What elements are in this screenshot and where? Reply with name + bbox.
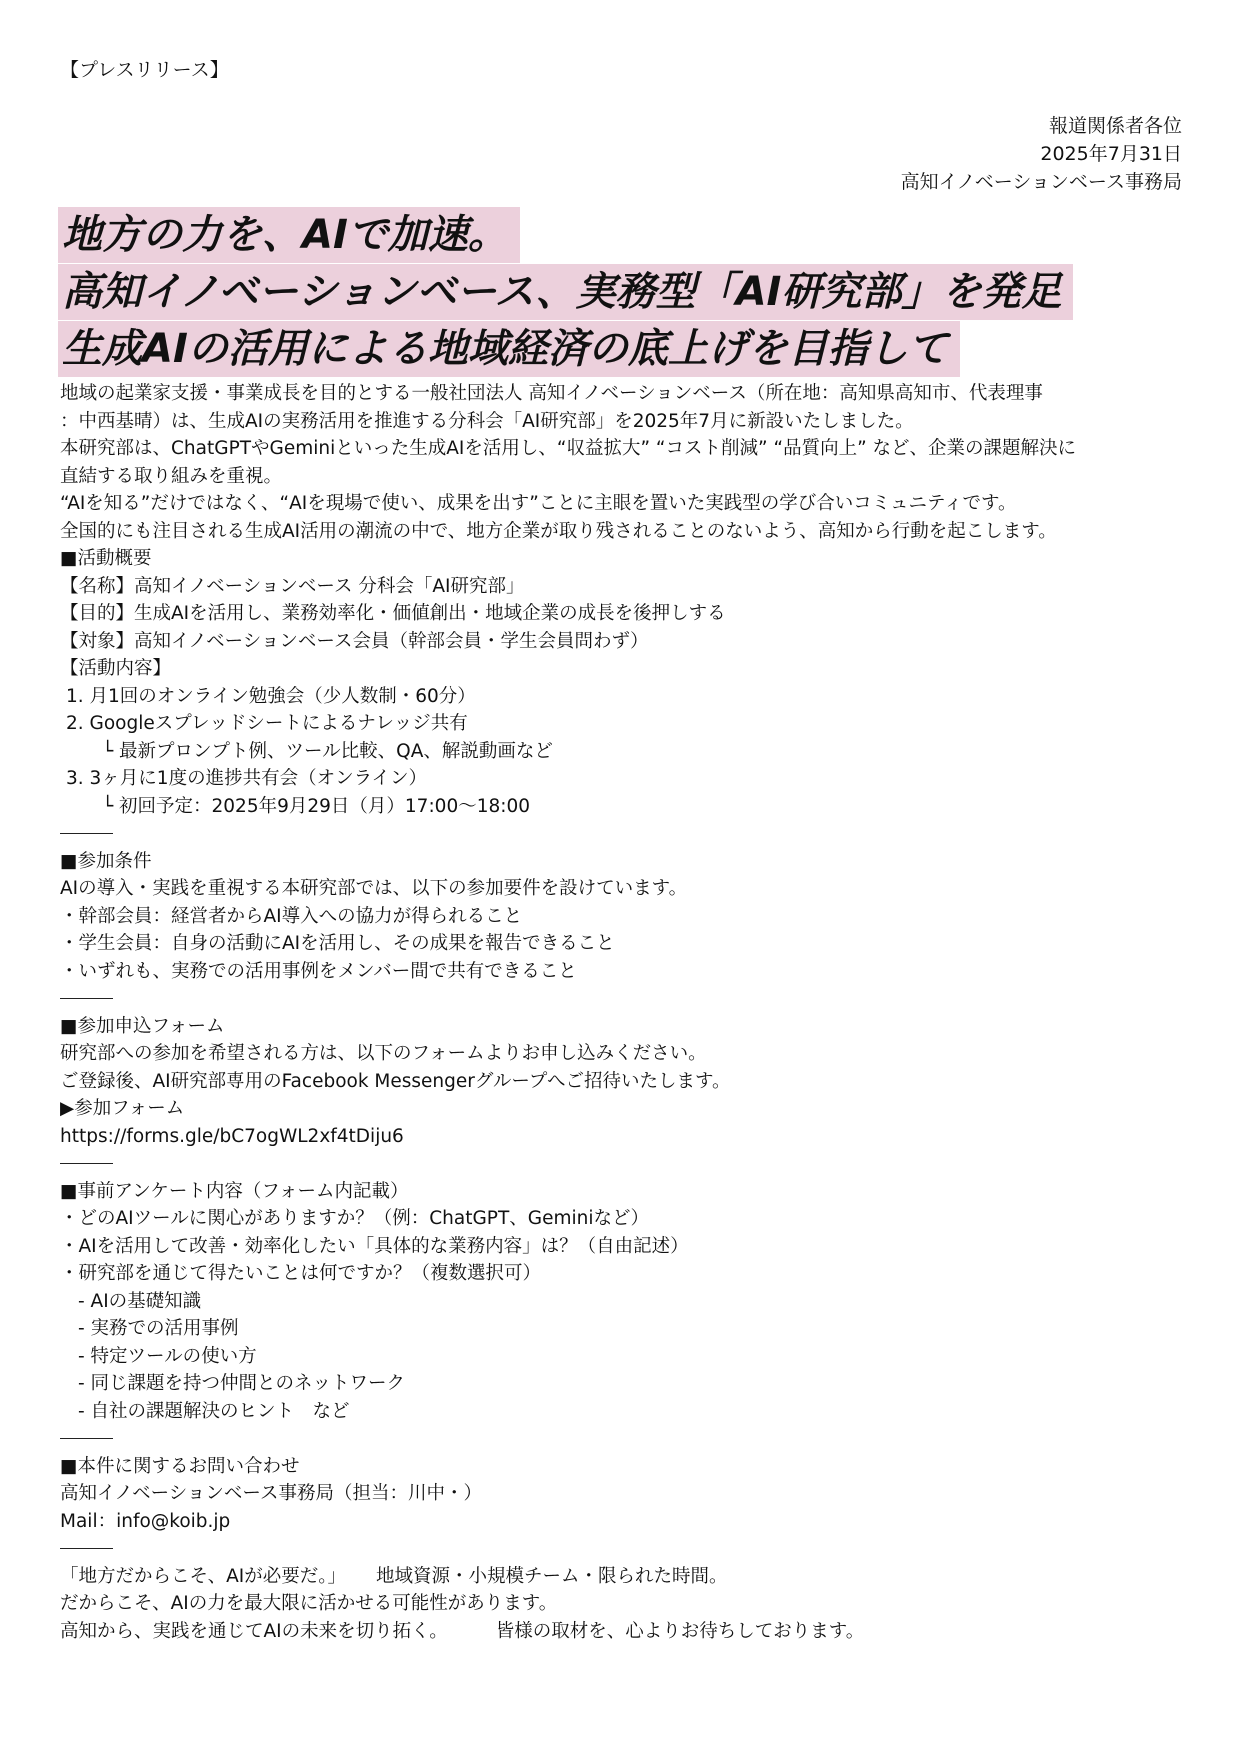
intro-line: 全国的にも注目される生成AI活用の潮流の中で、地方企業が取り残されることのないよう、高知から行動を起こします。 xyxy=(60,520,1057,542)
activity-item: 3. 3ヶ月に1度の進捗共有会（オンライン） xyxy=(66,768,428,789)
form-text: 研究部への参加を希望される方は、以下のフォームよりお申し込みください。 xyxy=(60,1043,707,1064)
survey-question: ・どのAIツールに関心がありますか？（例：ChatGPT、Geminiなど） xyxy=(60,1208,650,1229)
survey-option: - 実務での活用事例 xyxy=(78,1318,239,1339)
closing-line xyxy=(60,1563,1190,1591)
intro-line: ：中西基晴）は、生成AIの実務活用を推進する分科会「AI研究部」を2025年7月に新設いたしました。 xyxy=(60,410,914,432)
form-text: ご登録後、AI研究部専用のFacebook Messengerグループへご招待いたします。 xyxy=(60,1070,731,1092)
contact-heading: ■本件に関するお問い合わせ xyxy=(60,1455,300,1477)
release-date: 2025年7月31日 xyxy=(1040,143,1182,165)
overview-purpose: 【目的】生成AIを活用し、業務効率化・価値創出・地域企業の成長を後押しする xyxy=(60,603,726,624)
survey-question: ・研究部を通じて得たいことは何ですか？（複数選択可） xyxy=(60,1263,542,1284)
section-divider xyxy=(60,820,1190,848)
headline-line: 地方の力を、AIで加速。 xyxy=(58,207,520,263)
form-heading: ■参加申込フォーム xyxy=(60,1015,225,1037)
section-divider xyxy=(60,1150,1190,1178)
condition-item: ・いずれも、実務での活用事例をメンバー間で共有できること xyxy=(60,960,577,982)
contact-org: 高知イノベーションベース事務局（担当：川中・） xyxy=(60,1483,482,1504)
survey-option: - 自社の課題解決のヒント など xyxy=(78,1400,350,1422)
contact-mail[interactable]: Mail：info@koib.jp xyxy=(60,1510,231,1532)
condition-item: ・学生会員：自身の活動にAIを活用し、その成果を報告できること xyxy=(60,933,615,954)
conditions-lead: AIの導入・実践を重視する本研究部では、以下の参加要件を設けています。 xyxy=(60,878,688,899)
survey-option: - 特定ツールの使い方 xyxy=(78,1345,257,1367)
activity-subitem: └ 最新プロンプト例、ツール比較、QA、解説動画など xyxy=(102,740,553,762)
conditions-heading: ■参加条件 xyxy=(60,850,152,872)
overview-name: 【名称】高知イノベーションベース 分科会「AI研究部」 xyxy=(60,575,525,597)
headline xyxy=(58,207,1073,378)
activity-subitem: └ 初回予定：2025年9月29日（月）17:00〜18:00 xyxy=(102,795,531,817)
closing-line xyxy=(60,1618,1190,1646)
issuer: 高知イノベーションベース事務局 xyxy=(900,171,1182,193)
closing-text: 高知から、実践を通じてAIの未来を切り拓く。 xyxy=(60,1620,448,1642)
overview-heading: ■活動概要 xyxy=(60,548,152,569)
closing-line: だからこそ、AIの力を最大限に活かせる可能性があります。 xyxy=(60,1593,558,1614)
document-label: 【プレスリリース】 xyxy=(60,59,229,81)
intro-line: “AIを知る”だけではなく、“AIを現場で使い、成果を出す”ことに主眼を置いた実践型の学び合いコミュニティです。 xyxy=(60,493,1017,514)
intro-line: 直結する取り組みを重視。 xyxy=(60,465,283,487)
survey-question: ・AIを活用して改善・効率化したい「具体的な業務内容」は？（自由記述） xyxy=(60,1235,689,1257)
condition-item: ・幹部会員：経営者からAI導入への協力が得られること xyxy=(60,905,523,927)
activities-heading: 【活動内容】 xyxy=(60,658,172,679)
section-divider xyxy=(60,1425,1190,1453)
form-link-label: ▶参加フォーム xyxy=(60,1098,185,1119)
overview-target: 【対象】高知イノベーションベース会員（幹部会員・学生会員問わず） xyxy=(60,630,649,652)
intro-line: 本研究部は、ChatGPTやGeminiといった生成AIを活用し、“収益拡大” “コスト削減” “品質向上” など、企業の課題解決に xyxy=(60,438,1077,459)
closing-text: 地域資源・小規模チーム・限られた時間。 xyxy=(376,1565,728,1587)
survey-option: - 同じ課題を持つ仲間とのネットワーク xyxy=(78,1373,406,1394)
headline-line: 生成AIの活用による地域経済の底上げを目指して xyxy=(58,321,960,377)
activity-item: 2. Googleスプレッドシートによるナレッジ共有 xyxy=(66,713,468,734)
closing-quote: 「地方だからこそ、AIが必要だ。」 xyxy=(60,1565,346,1587)
activity-item: 1. 月1回のオンライン勉強会（少人数制・60分） xyxy=(66,685,476,707)
intro-line: 地域の起業家支援・事業成長を目的とする一般社団法人 高知イノベーションベース（所在地：高知県高知市、代表理事 xyxy=(60,383,1043,404)
addressee-block xyxy=(901,112,1182,196)
release-body xyxy=(60,380,1190,1645)
headline-line: 高知イノベーションベース、実務型「AI研究部」を発足 xyxy=(58,264,1073,320)
section-divider xyxy=(60,1535,1190,1563)
survey-heading: ■事前アンケート内容（フォーム内記載） xyxy=(60,1180,409,1202)
addressee: 報道関係者各位 xyxy=(1048,115,1182,137)
form-url-link[interactable]: https://forms.gle/bC7ogWL2xf4tDiju6 xyxy=(60,1125,404,1147)
survey-option: - AIの基礎知識 xyxy=(78,1290,202,1312)
closing-text: 皆様の取材を、心よりお待ちしております。 xyxy=(495,1620,865,1642)
section-divider xyxy=(60,985,1190,1013)
